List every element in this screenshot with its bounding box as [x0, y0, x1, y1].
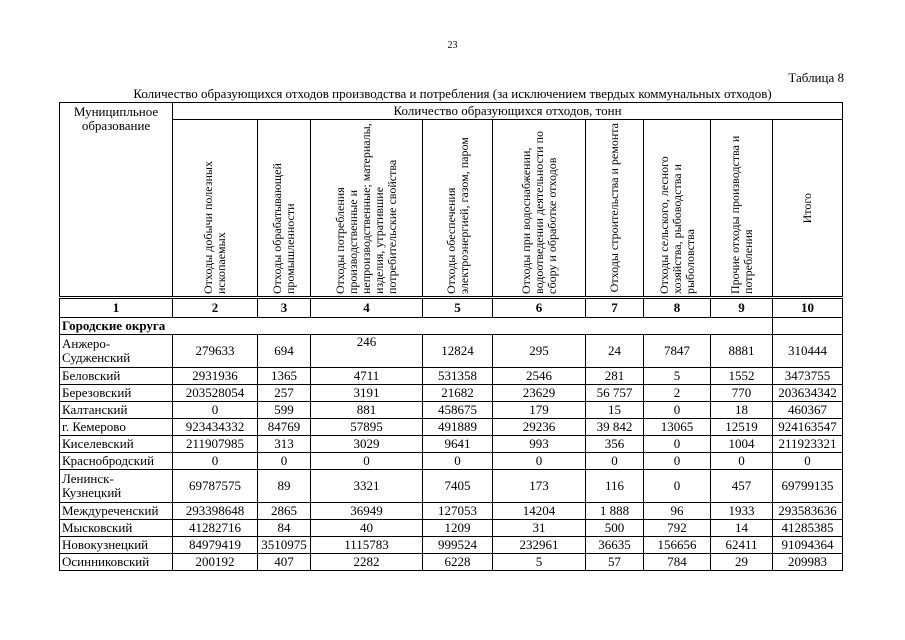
row-name: Осинниковский — [60, 554, 173, 571]
table-cell: 8881 — [711, 335, 773, 368]
table-cell: 57895 — [311, 419, 423, 436]
column-number: 3 — [258, 298, 311, 318]
table-cell: 3191 — [311, 385, 423, 402]
vertical-headers — [60, 120, 843, 298]
table-cell: 1552 — [711, 368, 773, 385]
table-cell: 0 — [644, 402, 711, 419]
table-cell: 31 — [493, 520, 586, 537]
row-name: Мысковский — [60, 520, 173, 537]
header-col-5: Отходы обеспечения электроэнергией, газом, паром — [423, 120, 493, 298]
table-cell: 407 — [258, 554, 311, 571]
table-cell: 9641 — [423, 436, 493, 453]
table-cell: 7847 — [644, 335, 711, 368]
table-cell: 4711 — [311, 368, 423, 385]
table-row — [60, 470, 843, 503]
table-cell: 7405 — [423, 470, 493, 503]
column-number: 5 — [423, 298, 493, 318]
table-cell: 0 — [311, 453, 423, 470]
table-cell: 923434332 — [173, 419, 258, 436]
table-cell: 24 — [586, 335, 644, 368]
table-cell: 1115783 — [311, 537, 423, 554]
table-cell: 531358 — [423, 368, 493, 385]
table-cell: 2 — [644, 385, 711, 402]
table-cell: 3029 — [311, 436, 423, 453]
table-cell: 1004 — [711, 436, 773, 453]
table-cell: 69799135 — [773, 470, 843, 503]
table-cell: 29236 — [493, 419, 586, 436]
header-col-4: Отходы потребления производственные и непроизводственные; материалы, изделия, утратившие потребительские свойства — [311, 120, 423, 298]
table-cell: 0 — [493, 453, 586, 470]
column-number: 2 — [173, 298, 258, 318]
column-number: 9 — [711, 298, 773, 318]
header-col-6: Отходы при водоснабжении, водоотведении деятельности по сбору и обработке отходов — [493, 120, 586, 298]
table-cell: 116 — [586, 470, 644, 503]
row-name: Краснобродский — [60, 453, 173, 470]
header-muni: Муниципльное образование — [60, 103, 173, 298]
header-col-8: Отходы сельского, лесного хозяйства, рыбоводства и рыболовства — [644, 120, 711, 298]
table-cell: 36635 — [586, 537, 644, 554]
table-cell: 5 — [644, 368, 711, 385]
table-cell: 84979419 — [173, 537, 258, 554]
table-row — [60, 436, 843, 453]
column-number: 8 — [644, 298, 711, 318]
table-cell: 2865 — [258, 503, 311, 520]
table-cell: 14 — [711, 520, 773, 537]
table-cell: 458675 — [423, 402, 493, 419]
table-cell: 784 — [644, 554, 711, 571]
table-cell: 29 — [711, 554, 773, 571]
row-name: Калтанский — [60, 402, 173, 419]
table-cell: 246 — [311, 335, 423, 368]
table-cell: 211907985 — [173, 436, 258, 453]
table-cell: 295 — [493, 335, 586, 368]
table-cell: 999524 — [423, 537, 493, 554]
column-numbers-row — [60, 298, 843, 318]
table-cell: 1 888 — [586, 503, 644, 520]
table-cell: 209983 — [773, 554, 843, 571]
table-cell: 12519 — [711, 419, 773, 436]
table-cell: 2931936 — [173, 368, 258, 385]
table-cell: 91094364 — [773, 537, 843, 554]
section-title: Городские округа — [60, 318, 773, 335]
table-cell: 500 — [586, 520, 644, 537]
table-cell: 40 — [311, 520, 423, 537]
table-row — [60, 453, 843, 470]
table-cell: 200192 — [173, 554, 258, 571]
table-cell: 41285385 — [773, 520, 843, 537]
table-cell: 792 — [644, 520, 711, 537]
table-cell: 881 — [311, 402, 423, 419]
row-name: Киселевский — [60, 436, 173, 453]
table-cell: 23629 — [493, 385, 586, 402]
table-cell: 5 — [493, 554, 586, 571]
table-cell: 1209 — [423, 520, 493, 537]
column-number: 6 — [493, 298, 586, 318]
table-cell: 0 — [644, 436, 711, 453]
column-number: 10 — [773, 298, 843, 318]
row-name: Новокузнецкий — [60, 537, 173, 554]
waste-table — [59, 102, 843, 571]
table-cell: 84 — [258, 520, 311, 537]
table-cell: 313 — [258, 436, 311, 453]
table-cell: 460367 — [773, 402, 843, 419]
table-cell: 0 — [644, 470, 711, 503]
row-name: Ленинск-Кузнецкий — [60, 470, 173, 503]
table-row — [60, 520, 843, 537]
table-cell: 993 — [493, 436, 586, 453]
table-row — [60, 537, 843, 554]
table-cell: 39 842 — [586, 419, 644, 436]
table-cell: 203528054 — [173, 385, 258, 402]
table-row — [60, 385, 843, 402]
table-cell: 173 — [493, 470, 586, 503]
table-row — [60, 368, 843, 385]
table-cell: 18 — [711, 402, 773, 419]
table-number: Таблица 8 — [788, 70, 844, 85]
column-number: 7 — [586, 298, 644, 318]
table-cell: 2546 — [493, 368, 586, 385]
table-cell: 0 — [258, 453, 311, 470]
header-col-7: Отходы строительства и ремонта — [586, 120, 644, 298]
table-cell: 599 — [258, 402, 311, 419]
table-cell: 56 757 — [586, 385, 644, 402]
table-cell: 0 — [586, 453, 644, 470]
table-cell: 0 — [423, 453, 493, 470]
table-cell: 1365 — [258, 368, 311, 385]
table-row — [60, 503, 843, 520]
table-cell: 279633 — [173, 335, 258, 368]
column-number: 4 — [311, 298, 423, 318]
table-row — [60, 419, 843, 436]
table-cell: 57 — [586, 554, 644, 571]
row-name: Березовский — [60, 385, 173, 402]
table-cell: 21682 — [423, 385, 493, 402]
table-cell: 36949 — [311, 503, 423, 520]
row-name: Беловский — [60, 368, 173, 385]
table-cell: 232961 — [493, 537, 586, 554]
table-cell: 770 — [711, 385, 773, 402]
table-cell: 14204 — [493, 503, 586, 520]
table-cell: 281 — [586, 368, 644, 385]
table-cell: 89 — [258, 470, 311, 503]
table-cell: 127053 — [423, 503, 493, 520]
table-cell: 1933 — [711, 503, 773, 520]
table-row — [60, 402, 843, 419]
table-cell: 356 — [586, 436, 644, 453]
table-cell: 257 — [258, 385, 311, 402]
table-cell: 156656 — [644, 537, 711, 554]
table-cell: 0 — [644, 453, 711, 470]
table-cell: 179 — [493, 402, 586, 419]
row-name: г. Кемерово — [60, 419, 173, 436]
row-name: Междуреченский — [60, 503, 173, 520]
section-row — [60, 318, 843, 335]
table-cell: 293583636 — [773, 503, 843, 520]
table-cell: 84769 — [258, 419, 311, 436]
table-row — [60, 554, 843, 571]
table-cell: 310444 — [773, 335, 843, 368]
table-cell: 694 — [258, 335, 311, 368]
table-cell: 62411 — [711, 537, 773, 554]
table-caption: Количество образующихся отходов производства и потребления (за исключением твердых коммунальных отходов) — [133, 86, 772, 101]
table-cell: 41282716 — [173, 520, 258, 537]
table-cell: 12824 — [423, 335, 493, 368]
table-cell: 6228 — [423, 554, 493, 571]
table-cell: 0 — [773, 453, 843, 470]
page-number: 23 — [447, 40, 458, 51]
table-cell: 3321 — [311, 470, 423, 503]
header-col-2: Отходы добычи полезных ископаемых — [173, 120, 258, 298]
row-name: Анжеро-Судженский — [60, 335, 173, 368]
table-cell: 69787575 — [173, 470, 258, 503]
table-cell: 457 — [711, 470, 773, 503]
table-cell: 293398648 — [173, 503, 258, 520]
section-empty-cell — [773, 318, 843, 335]
table-cell: 13065 — [644, 419, 711, 436]
table-cell: 924163547 — [773, 419, 843, 436]
table-cell: 96 — [644, 503, 711, 520]
table-cell: 203634342 — [773, 385, 843, 402]
table-cell: 0 — [173, 402, 258, 419]
table-row — [60, 335, 843, 368]
table-cell: 211923321 — [773, 436, 843, 453]
table-cell: 15 — [586, 402, 644, 419]
table-cell: 0 — [711, 453, 773, 470]
table-cell: 2282 — [311, 554, 423, 571]
header-col-9: Прочие отходы производства и потребления — [711, 120, 773, 298]
table-cell: 491889 — [423, 419, 493, 436]
header-group: Количество образующихся отходов, тонн — [173, 103, 843, 120]
table-cell: 0 — [173, 453, 258, 470]
column-number: 1 — [60, 298, 173, 318]
header-col-10: Итого — [773, 120, 843, 298]
table-cell: 3510975 — [258, 537, 311, 554]
table-cell: 3473755 — [773, 368, 843, 385]
header-col-3: Отходы обрабатывающей промышленности — [258, 120, 311, 298]
